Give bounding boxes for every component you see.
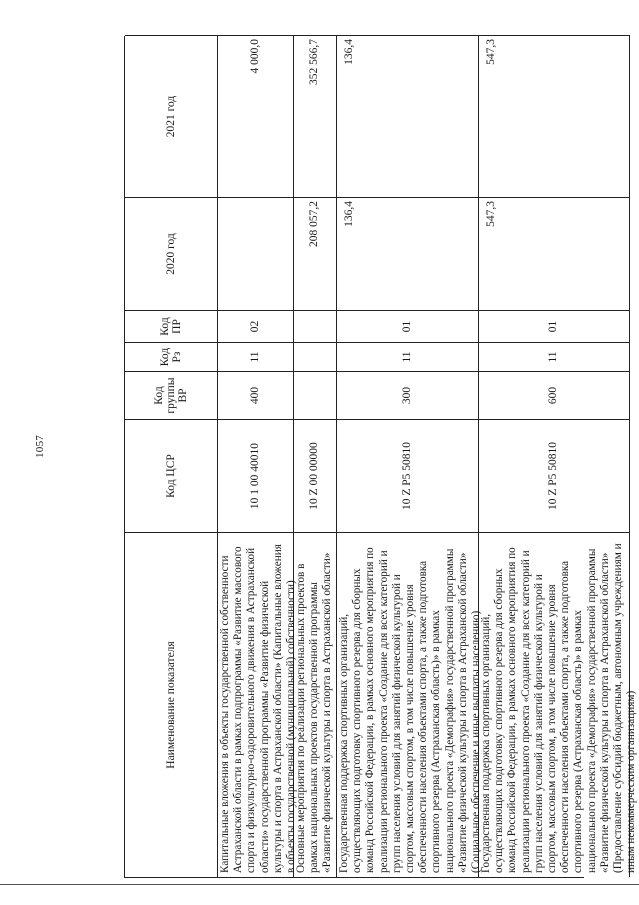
row-2-pr bbox=[294, 310, 337, 342]
row-2-rz bbox=[294, 342, 337, 371]
row-2-2020: 208 057,2 bbox=[294, 197, 337, 310]
row-2-csr: 10 Z 00 00000 bbox=[294, 419, 337, 532]
row-3-vr: 300 bbox=[337, 371, 479, 419]
row-3-csr: 10 Z P5 50810 bbox=[337, 419, 479, 532]
budget-table bbox=[124, 36, 638, 878]
row-4-2020: 547,3 bbox=[479, 197, 630, 310]
row-1-2021: 4 000,0 bbox=[218, 35, 294, 197]
row-1-pr: 02 bbox=[218, 310, 294, 342]
header-csr: Код ЦСР bbox=[125, 419, 218, 532]
bottom-rule bbox=[0, 884, 639, 885]
header-vr: Код группы ВР bbox=[125, 371, 218, 419]
row-2-name: Основные мероприятия по реализации региональных проектов в рамках национальных проектов государственной программы «Развитие физической культуры и спорта в Астраханской области» bbox=[294, 532, 337, 877]
header-rz: Код Рз bbox=[125, 342, 218, 371]
row-4-csr: 10 Z P5 50810 bbox=[479, 419, 630, 532]
row-1-rz: 11 bbox=[218, 342, 294, 371]
header-2021: 2021 год bbox=[125, 35, 218, 197]
row-3-name: Государственная поддержка спортивных организаций, осуществляющих подготовку спортивного резерва для сборных команд Российской Федерации, в рамках основного мероприятия по реализации регионального проекта «Создание для всех категорий и групп населения условий для занятий физической культурой и спортом, массовым спортом, в том числе повышение уровня обеспеченности населения объектами спорта, а также подготовка спортивного резерва (Астраханская область)» в рамках национального проекта «Демография» государственной программы «Развитие физической культуры и спорта в Астраханской области» (Социальное обеспечение и иные выплаты населению) bbox=[337, 532, 479, 877]
rotated-table-frame bbox=[124, 36, 638, 878]
row-3-pr: 01 bbox=[337, 310, 479, 342]
row-2-vr bbox=[294, 371, 337, 419]
header-2020: 2020 год bbox=[125, 197, 218, 310]
header-pr: Код ПР bbox=[125, 310, 218, 342]
row-3-2020: 136,4 bbox=[337, 197, 479, 310]
row-1-name: Капитальные вложения в объекты государственной собственности Астраханской области в рамках подпрограммы «Развитие массового спорта и физкультурно-оздоровительного движения в Астраханской области» государственной программы «Развитие физической культуры и спорта в Астраханской области» (Капитальные вложения в объекты государственной (муниципальной) собственности) bbox=[218, 532, 294, 877]
row-2-2021: 352 566,7 bbox=[294, 35, 337, 197]
row-1-csr: 10 1 00 40010 bbox=[218, 419, 294, 532]
row-4-name: Государственная поддержка спортивных организаций, осуществляющих подготовку спортивного резерва для сборных команд Российской Федерации, в рамках основного мероприятия по реализации регионального проекта «Создание для всех категорий и групп населения условий для занятий физической культурой и спортом, массовым спортом, в том числе повышение уровня обеспеченности населения объектами спорта, а также подготовка спортивного резерва (Астраханская область)» в рамках национального проекта «Демография» государственной программы «Развитие физической культуры и спорта в Астраханской области» (Предоставление субсидий бюджетным, автономным учреждениям и иным некоммерческим организациям) bbox=[479, 532, 630, 877]
row-4-pr: 01 bbox=[479, 310, 630, 342]
row-3-2021: 136,4 bbox=[337, 35, 479, 197]
row-3-rz: 11 bbox=[337, 342, 479, 371]
header-name: Наименование показателя bbox=[125, 532, 218, 877]
row-4-2021: 547,3 bbox=[479, 35, 630, 197]
row-1-2020 bbox=[218, 197, 294, 310]
row-4-rz: 11 bbox=[479, 342, 630, 371]
row-4-vr: 600 bbox=[479, 371, 630, 419]
page-number: 1057 bbox=[34, 434, 46, 458]
row-1-vr: 400 bbox=[218, 371, 294, 419]
